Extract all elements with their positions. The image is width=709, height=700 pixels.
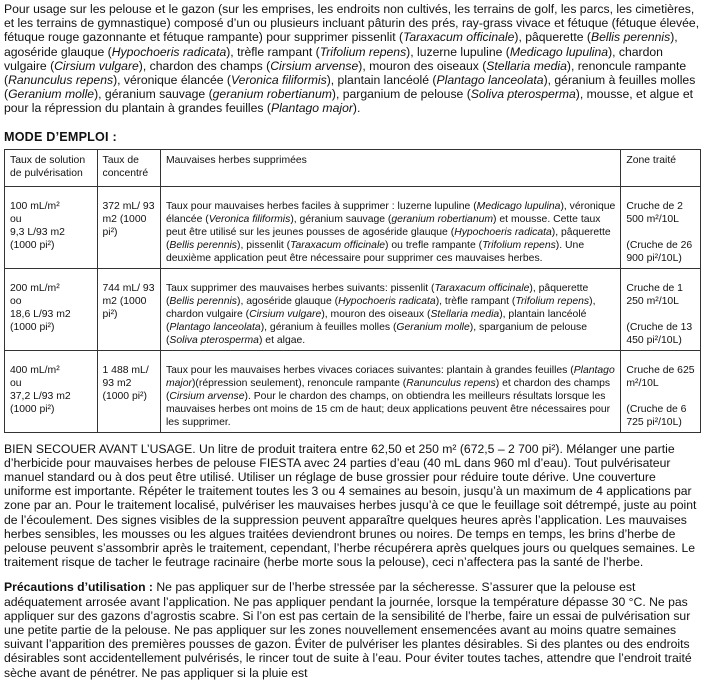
shake-instructions-paragraph: BIEN SECOUER AVANT L’USAGE. Un litre de produit traitera entre 62,50 et 250 m² (672,5 – 2 700 pi²). Mélanger une partie d’herbicide pour mauvaises herbes de pelouse FIESTA avec 24 parties d’eau (40 mL dans 960 ml d’eau). Tout pulvérisateur manuel standard ou à dos peut être utilisé. Utiliser un réglage de buse grossier pour réduire toute dérive. Une couverture uniforme est importante. Répéter le traitement toutes les 3 ou 4 semaines au besoin, jusqu’à un maximum de 4 applications par zone par an. Pour le traitement localisé, pulvériser les mauvaises herbes jusqu’à ce que le feuillage soit détrempé, juste au point de l’écoulement. Des signes visibles de la suppression peuvent apparaître quelques heures après l’application. Les mauvaises herbes sensibles, les mousses ou les algues traitées deviendront brunes ou noires. De temps en temps, les brins d’herbe de pelouse peuvent s’assombrir après le traitement, cependant, l’herbe récupérera après quelques jours ou quelques semaines. Le traitement risque de tacher le feutrage racinaire (herbe morte sous la pelouse), ceci n’affectera pas la santé de l’herbe. [4, 441, 697, 570]
precautions-paragraph [4, 580, 705, 679]
cell-treated-area: Cruche de 2 500 m²/10L (Cruche de 26 900 pi²/10L) [621, 186, 701, 268]
cell-treated-area: Cruche de 625 m²/10L (Cruche de 6 725 pi²/10L) [621, 350, 701, 432]
cell-concentrate-rate: 1 488 mL/ 93 m2 (1000 pi²) [97, 350, 160, 432]
cell-spray-rate: 100 mL/m² ou 9,3 L/93 m2 (1000 pi²) [5, 186, 98, 268]
intro-paragraph: Pour usage sur les pelouse et le gazon (sur les emprises, les endroits non cultivés, les terrains de golf, les parcs, les cimetières, et les terrains de gymnastique) composé d’un ou plusieurs incluant pâturin des prés, ray-grass vivace et fétuque (fétuque élevée, fétuque rouge gazonnante et fétuque rampante) pour supprimer pissenlit (Taraxacum officinale), pâquerette (Bellis perennis), agoséride glauque (Hypochoeris radicata), trèfle rampant (Trifolium repens), luzerne lupuline (Medicago lupulina), chardon vulgaire (Cirsium vulgare), chardon des champs (Cirsium arvense), mouron des oiseaux (Stellaria media), renoncule rampante (Ranunculus repens), véronique élancée (Veronica filiformis), plantain lancéolé (Plantago lanceolata), géranium à feuilles molles (Geranium molle), géranium sauvage (geranium robertianum), parganium de pelouse (Soliva pterosperma), mousse, et algue et pour la répression du plantain à grandes feuilles (Plantago major). [4, 2, 700, 116]
precautions-text: Ne pas appliquer sur de l’herbe stressée par la sécheresse. S’assurer que la pelouse est adéquatement arrosée avant l’application. Ne pas appliquer pendant la journée, lorsque la température dépasse 30 °C. Ne pas appliquer sur des gazons d’agrostis scabre. Si l’on est pas certain de la sensibilité de l’herbe, faire un essai de pulvérisation sur une petite partie de la pelouse. Ne pas appliquer sur les zones nouvellement ensemencées avant au moins quatre semaines suivant l’apparition des premières pousses de gazon. Éviter de pulvériser les plantes désirables. Si des plantes ou des endroits désirables sont accidentellement pulvérisés, le rincer tout de suite à l’eau. Pour éviter toutes taches, attendre que l’endroit traité sèche avant de pénétrer. Ne pas appliquer si la pluie est [4, 580, 692, 680]
header-spray-rate: Taux de solution de pulvérisation [5, 149, 98, 186]
label-page [4, 2, 705, 680]
header-treated-area: Zone traité [621, 149, 701, 186]
table-row [5, 350, 701, 432]
dosage-table [4, 149, 701, 433]
table-header-row [5, 149, 701, 186]
cell-spray-rate: 200 mL/m² oo 18,6 L/93 m2 (1000 pi²) [5, 268, 98, 350]
header-concentrate-rate: Taux de concentré [97, 149, 160, 186]
mode-emploi-heading: MODE D’EMPLOI : [4, 129, 117, 144]
cell-weeds-controlled: Taux supprimer des mauvaises herbes suivants: pissenlit (Taraxacum officinale), pâquerette (Bellis perennis), agoséride glauque (Hypochoeris radicata), trèfle rampant (Trifolium repens), chardon vulgaire (Cirsium vulgare), mouron des oiseaux (Stellaria media), plantain lancéolé (Plantago lanceolata), géranium à feuilles molles (Geranium molle), sparganium de pelouse (Soliva pterosperma) et algae. [160, 268, 620, 350]
precautions-label: Précautions d’utilisation : [4, 580, 153, 595]
cell-weeds-controlled: Taux pour les mauvaises herbes vivaces coriaces suivantes: plantain à grandes feuilles (Plantago major)(répression seulement), renoncule rampante (Ranunculus repens) et chardon des champs (Cirsium arvense). Pour le chardon des champs, on obtiendra les meilleurs résultats lorsque les mauvaises herbes ont moins de 15 cm de haut; deux applications peuvent être nécessaires pour les supprimer. [160, 350, 620, 432]
cell-treated-area: Cruche de 1 250 m²/10L (Cruche de 13 450 pi²/10L) [621, 268, 701, 350]
table-row [5, 268, 701, 350]
table-row [5, 186, 701, 268]
cell-weeds-controlled: Taux pour mauvaises herbes faciles à supprimer : luzerne lupuline (Medicago lupulina), véronique élancée (Veronica filiformis), géranium sauvage (geranium robertianum) et mousse. Cette taux peut être utilisé sur les jeunes pousses de agoséride glauque (Hypochoeris radicata), pâquerette (Bellis perennis), pissenlit (Taraxacum officinale) ou trefle rampante (Trifolium repens). Une deuxième application peut être nécessaire pour supprimer ces mauvaises herbes. [160, 186, 620, 268]
cell-concentrate-rate: 372 mL/ 93 m2 (1000 pi²) [97, 186, 160, 268]
cell-concentrate-rate: 744 mL/ 93 m2 (1000 pi²) [97, 268, 160, 350]
cell-spray-rate: 400 mL/m² ou 37,2 L/93 m2 (1000 pi²) [5, 350, 98, 432]
header-weeds-controlled: Mauvaises herbes supprimées [160, 149, 620, 186]
